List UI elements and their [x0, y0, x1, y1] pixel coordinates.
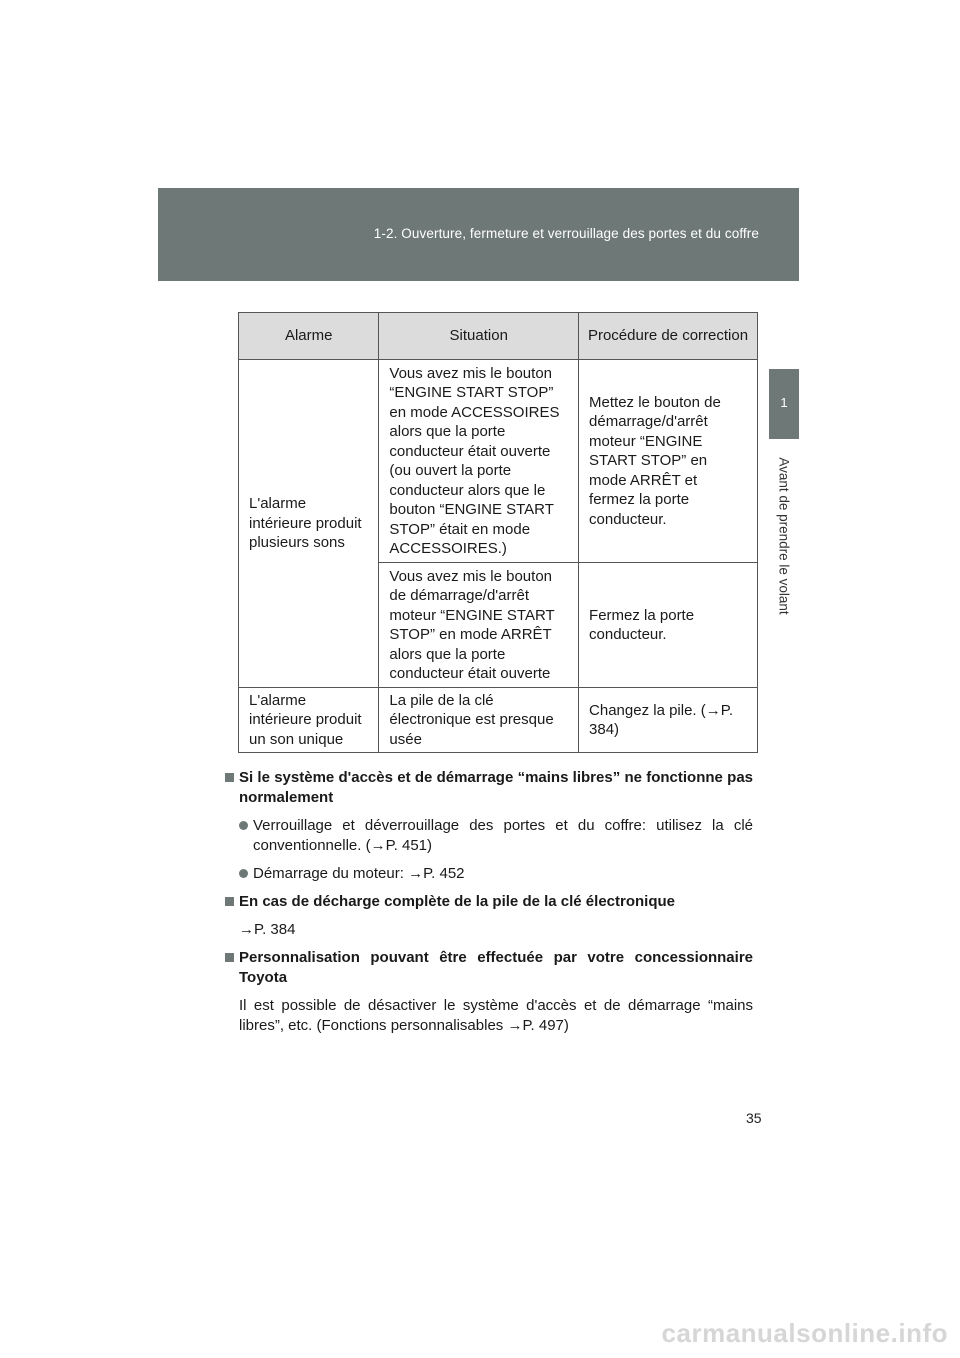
- notes-content: [225, 768, 753, 1036]
- page-number: 35: [746, 1110, 762, 1126]
- situation-cell: La pile de la clé électronique est presque usée: [379, 688, 579, 753]
- procedure-cell: Mettez le bouton de démarrage/d'arrêt moteur “ENGINE START STOP” en mode ARRÊT et fermez la porte conducteur.: [579, 360, 758, 563]
- procedure-cell: Fermez la porte conducteur.: [579, 563, 758, 688]
- watermark: carmanualsonline.info: [661, 1318, 948, 1348]
- alarm-cell: L'alarme intérieure produit plusieurs sons: [239, 360, 379, 688]
- header-procedure: Procédure de correction: [579, 313, 758, 360]
- table-row: [239, 688, 758, 753]
- table-header-row: [239, 313, 758, 360]
- section-heading: Personnalisation pouvant être effectuée par votre concessionnaire Toyota: [225, 948, 753, 988]
- section-title: 1-2. Ouverture, fermeture et verrouillage des portes et du coffre: [373, 226, 759, 241]
- header-alarm: Alarme: [239, 313, 379, 360]
- header-situation: Situation: [379, 313, 579, 360]
- alarm-cell: L'alarme intérieure produit un son unique: [239, 688, 379, 753]
- square-bullet-icon: [225, 773, 234, 782]
- section-text: →P. 384: [239, 921, 296, 938]
- square-bullet-icon: [225, 953, 234, 962]
- situation-cell: Vous avez mis le bouton “ENGINE START STOP” en mode ACCESSOIRES alors que la porte conducteur était ouverte (ou ouvert la porte conducteur alors que le bouton “ENGINE START STOP” était en mode ACCESSOIRES.): [379, 360, 579, 563]
- round-bullet-icon: [239, 821, 248, 830]
- chapter-number: 1: [780, 395, 788, 410]
- procedure-cell: Changez la pile. (→P. 384): [579, 688, 758, 753]
- header-band: [158, 188, 799, 281]
- alarm-table: [238, 312, 758, 753]
- section-heading: En cas de décharge complète de la pile de la clé électronique: [225, 892, 753, 912]
- list-item: Démarrage du moteur: →P. 452: [225, 864, 753, 884]
- list-item: Verrouillage et déverrouillage des portes et du coffre: utilisez la clé conventionnelle. (→P. 451): [225, 816, 753, 856]
- situation-cell: Vous avez mis le bouton de démarrage/d'arrêt moteur “ENGINE START STOP” en mode ARRÊT alors que la porte conducteur était ouverte: [379, 563, 579, 688]
- chapter-tab[interactable]: [769, 369, 799, 439]
- section-heading: Si le système d'accès et de démarrage “mains libres” ne fonctionne pas normalement: [225, 768, 753, 808]
- section-text: Il est possible de désactiver le système d'accès et de démarrage “mains libres”, etc. (Fonctions personnalisables →P. 497): [239, 997, 753, 1034]
- square-bullet-icon: [225, 897, 234, 906]
- table-row: [239, 360, 758, 563]
- round-bullet-icon: [239, 869, 248, 878]
- chapter-label: Avant de prendre le volant: [776, 457, 792, 615]
